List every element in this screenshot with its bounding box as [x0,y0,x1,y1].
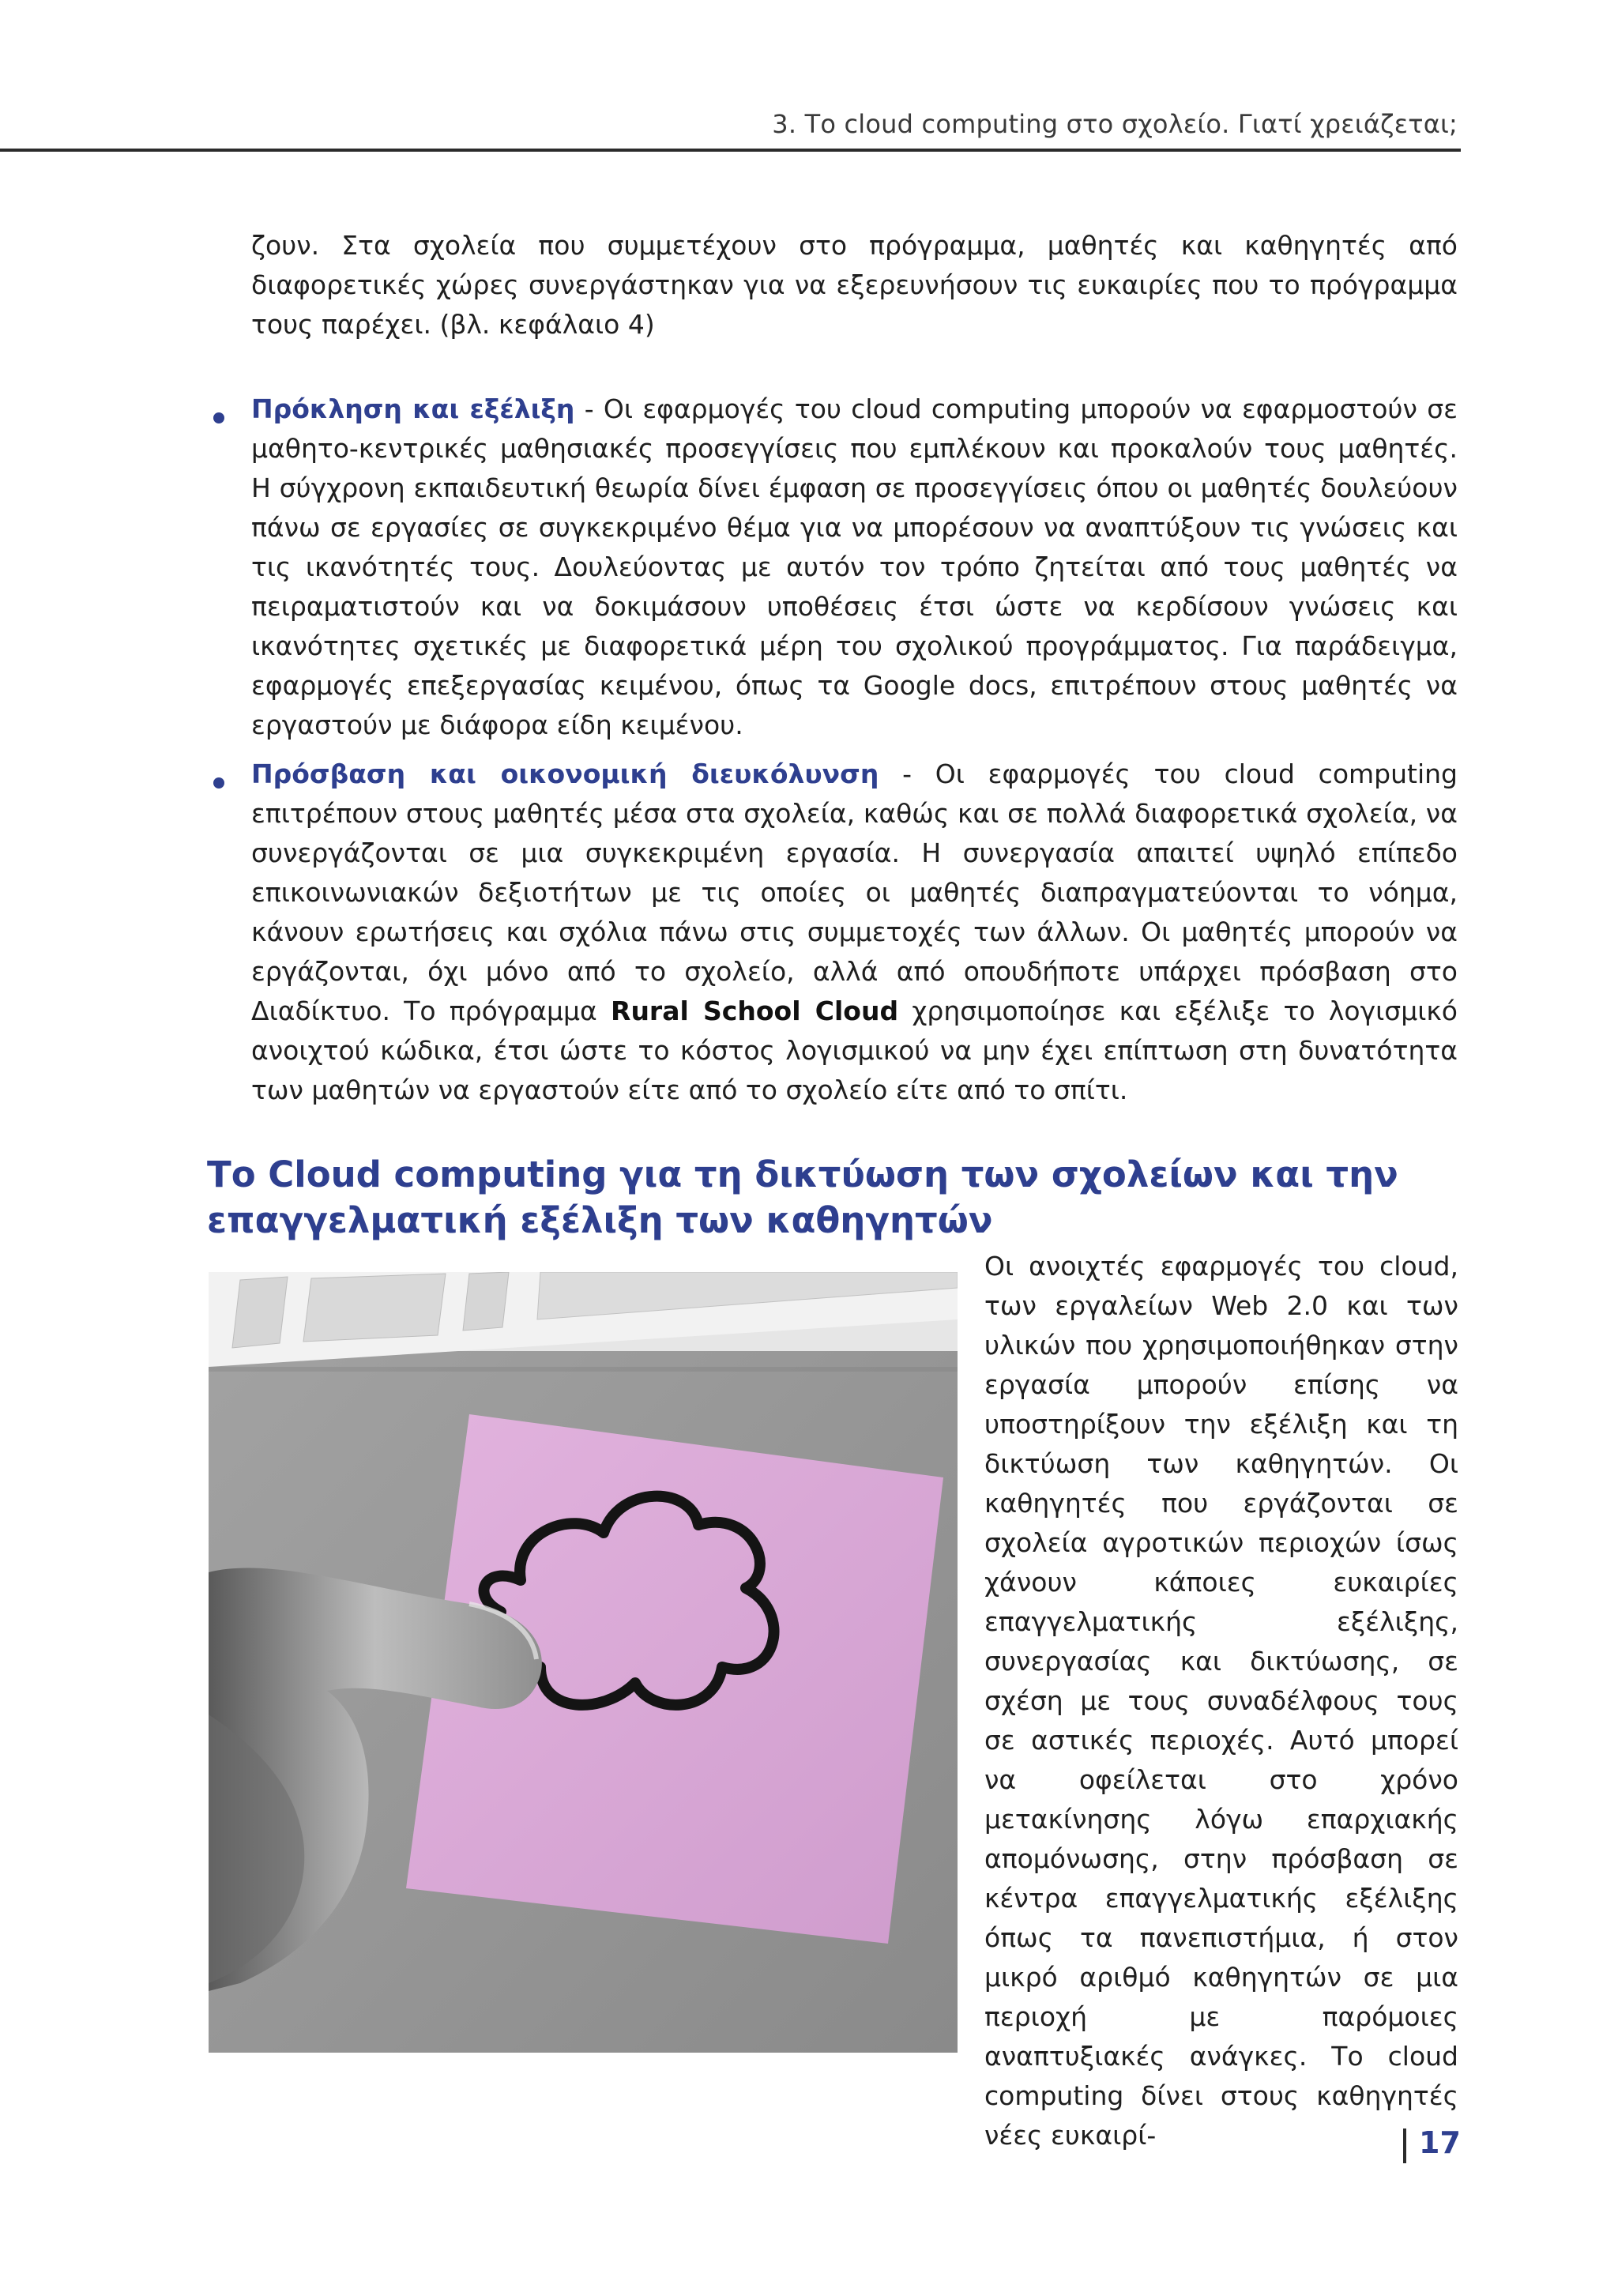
running-header: 3. Το cloud computing στο σχολείο. Γιατί χρειάζεται; [772,109,1458,139]
bullet-icon [213,412,224,423]
bullet-text: - Οι εφαρμογές του cloud computing επιτρέπουν στους μαθητές μέσα στα σχολεία, καθώς και σε πολλά διαφορετικά σχολεία, να συνεργάζονται σε μια συγκεκριμένη εργασία. Η συνεργασία απαιτεί υψηλό επίπεδο επικοινωνιακών δεξιοτήτων με τις οποίες οι μαθητές διαπραγματεύονται το νόημα, κάνουν ερωτήσεις και σχόλια πάνω στις συμμετοχές των άλλων. Οι μαθητές μπορούν να εργάζονται, όχι μόνο από το σχολείο, αλλά από οπουδήποτε υπάρχει πρόσβαση στο Διαδίκτυο. Το πρόγραμμα [251,758,1458,1026]
page-number: 17 [1419,2125,1461,2160]
page-number-bar [1403,2129,1406,2163]
bullet-term: Πρόσβαση και οικονομική διευκόλυνση [251,758,879,789]
bullet-icon [213,777,224,789]
bullet-item-access [251,755,1458,1110]
intro-paragraph: ζουν. Στα σχολεία που συμμετέχουν στο πρόγραμμα, μαθητές και καθηγητές από διαφορετικές χώρες συνεργάστηκαν για να εξερευνήσουν τις ευκαιρίες που το πρόγραμμα τους παρέχει. (βλ. κεφάλαιο 4) [251,230,1458,340]
bullet-text-continued: χρησιμοποίησε και εξέλιξε το λογισμικό ανοιχτού κώδικα, έτσι ώστε το κόστος λογισμικού να μην έχει επίπτωση στη δυνατότητα των μαθητών να εργαστούν είτε από το σχολείο είτε από το σπίτι. [251,996,1458,1105]
cloud-sticky-note-photo [209,1272,958,2053]
bullet-term: Πρόκληση και εξέλιξη [251,393,575,424]
side-column-text: Οι ανοιχτές εφαρμογές του cloud, των εργαλείων Web 2.0 και των υλικών που χρησιμοποιήθηκαν στην εργασία μπορούν επίσης να υποστηρίξουν την εξέλιξη και τη δικτύωση των καθηγητών. Οι καθηγητές που εργάζονται σε σχολεία αγροτικών περιοχών ίσως χάνουν κάποιες ευκαιρίες επαγγελματικής εξέλιξης, συνεργασίας και δικτύωσης, σε σχέση με τους συναδέλφους τους σε αστικές περιοχές. Αυτό μπορεί να οφείλεται στο χρόνο μετακίνησης λόγω επαρχιακής απομόνωσης, στην πρόσβαση σε κέντρα επαγγελματικής εξέλιξης όπως τα πανεπιστήμια, ή στον μικρό αριθμό καθηγητών σε μια περιοχή με παρόμοιες αναπτυξιακές ανάγκες. Το cloud computing δίνει στους καθηγητές νέες ευκαιρί- [984,1251,1458,2151]
header-rule [0,149,1461,152]
section-heading: Το Cloud computing για τη δικτύωση των σχολείων και την επαγγελματική εξέλιξη των καθηγητών [207,1154,1398,1241]
program-name: Rural School Cloud [611,996,899,1026]
bullet-text: - Οι εφαρμογές του cloud computing μπορούν να εφαρμοστούν σε μαθητο-κεντρικές μαθησιακές προσεγγίσεις που εμπλέκουν και προκαλούν τους μαθητές. Η σύγχρονη εκπαιδευτική θεωρία δίνει έμφαση σε προσεγγίσεις όπου οι μαθητές δουλεύουν πάνω σε εργασίες σε συγκεκριμένο θέμα για να μπορέσουν να αναπτύξουν τις γνώσεις και τις ικανότητές τους. Δουλεύοντας με αυτόν τον τρόπο ζητείται από τους μαθητές να πειραματιστούν και να δοκιμάσουν υποθέσεις έτσι ώστε να κερδίσουν γνώσεις και ικανότητες σχετικές με διαφορετικά μέρη του σχολικού προγράμματος. Για παράδειγμα, εφαρμογές επεξεργασίας κειμένου, όπως τα Google docs, επιτρέπουν στους μαθητές να εργαστούν με διάφορα είδη κειμένου. [251,393,1458,740]
bullet-item-challenge [251,390,1458,745]
